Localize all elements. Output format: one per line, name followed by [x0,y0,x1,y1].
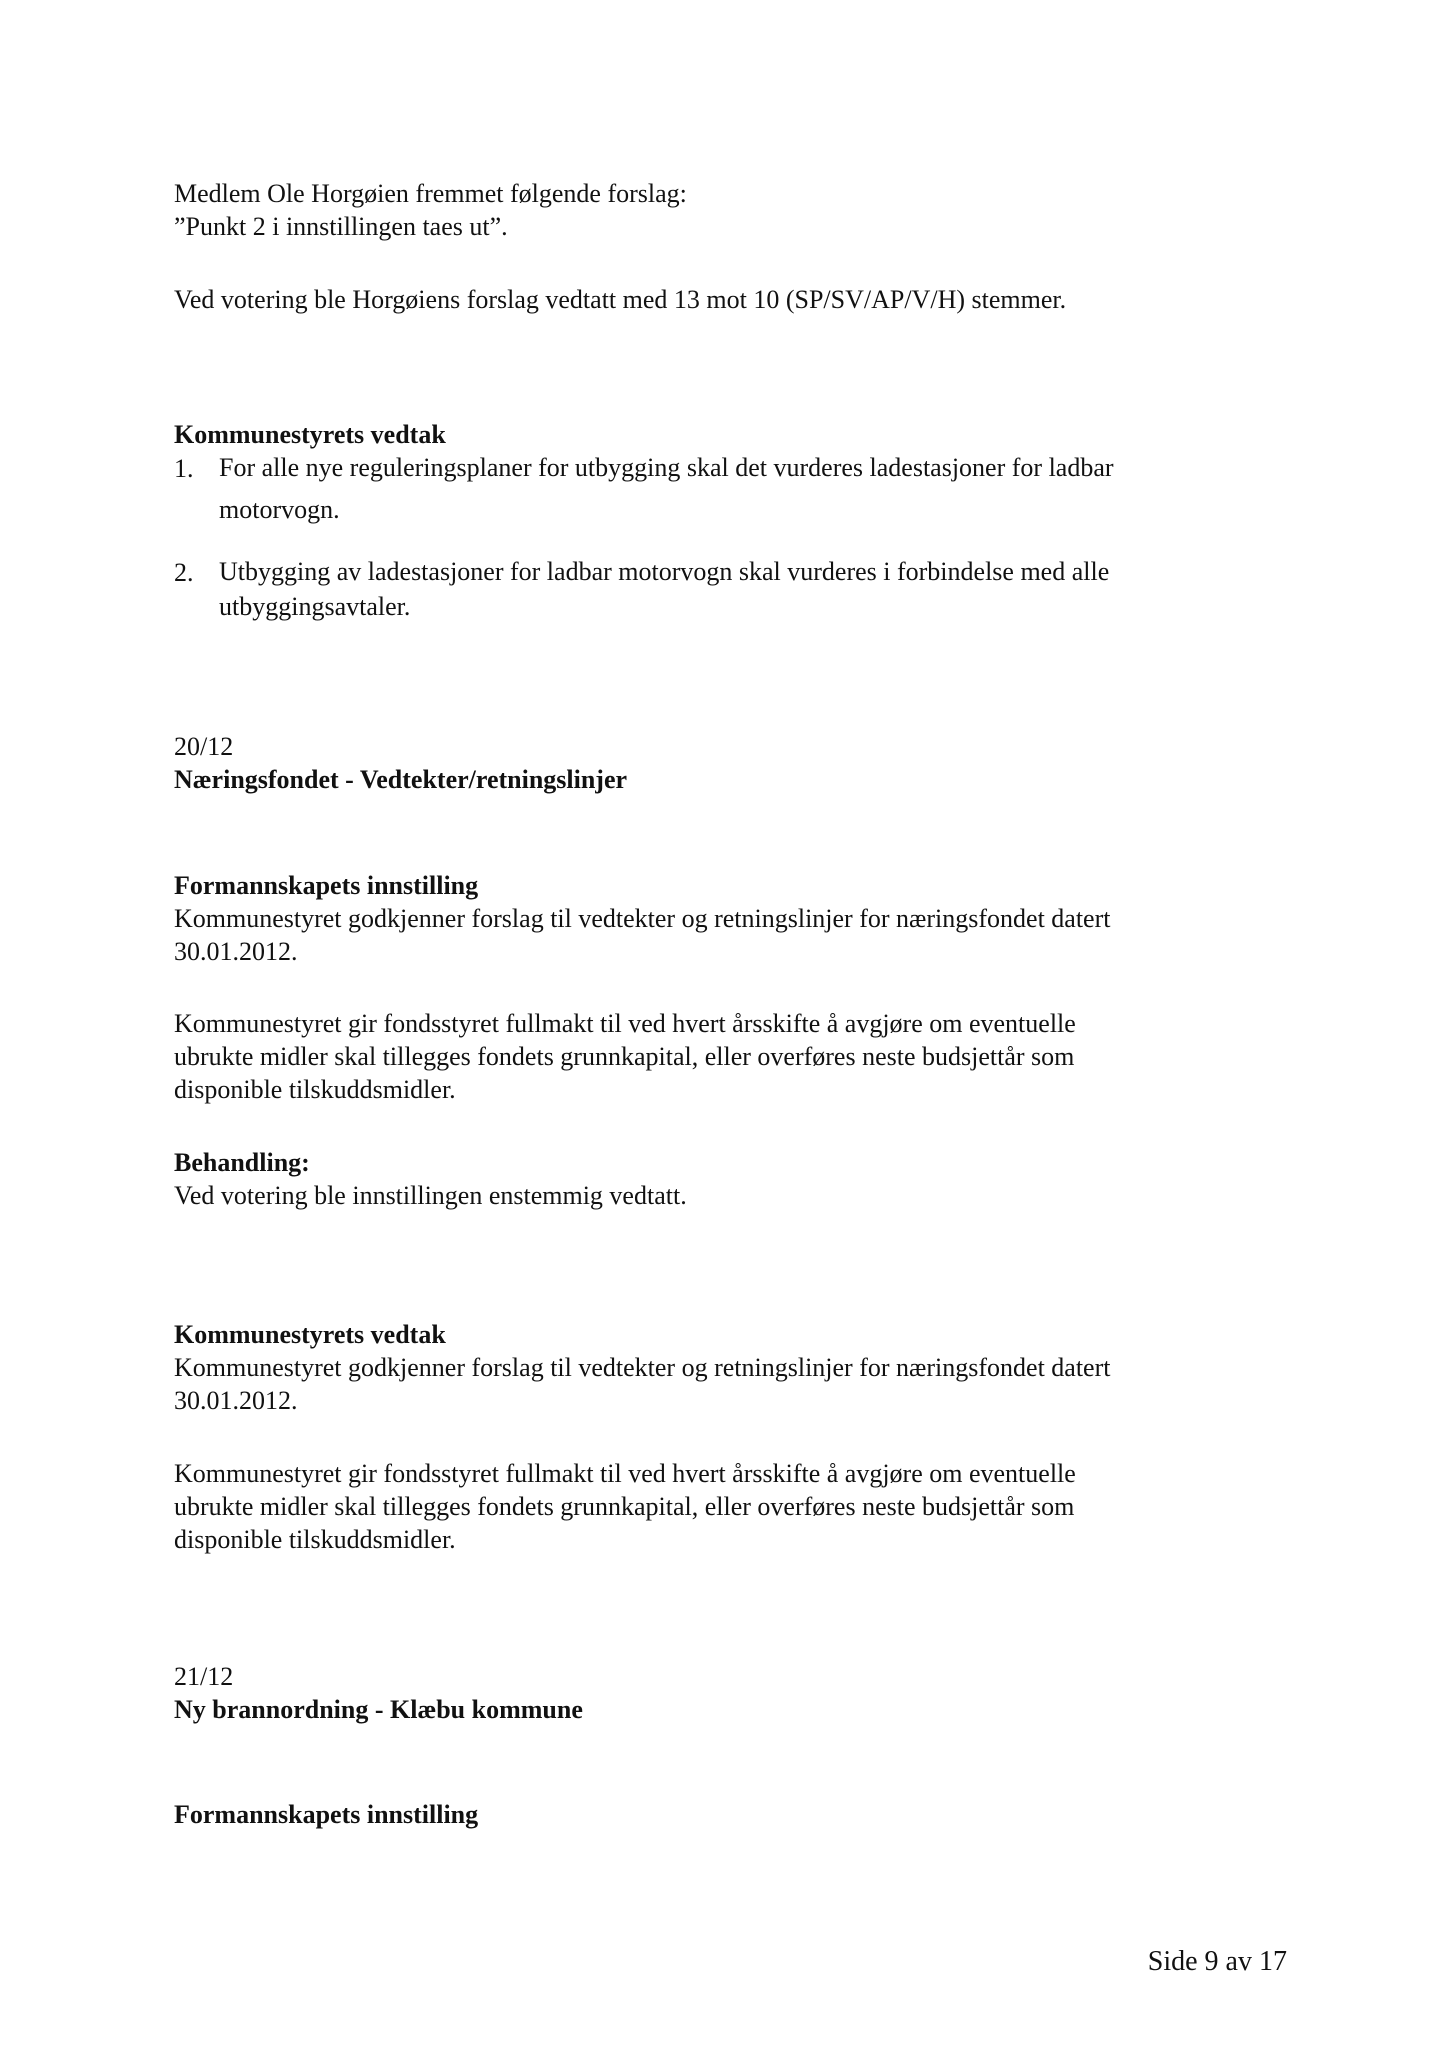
paragraph-line: ubrukte midler skal tillegges fondets grunnkapital, eller overføres neste budsjettår som [174,1042,1075,1071]
paragraph-line: Kommunestyret gir fondsstyret fullmakt til ved hvert årsskifte å avgjøre om eventuelle [174,1459,1076,1488]
case-title: Ny brannordning - Klæbu kommune [174,1695,583,1724]
paragraph-line: Kommunestyret godkjenner forslag til vedtekter og retningslinjer for næringsfondet datert [174,1353,1111,1382]
paragraph-line: Kommunestyret godkjenner forslag til vedtekter og retningslinjer for næringsfondet datert [174,904,1111,933]
recommendation-heading: Formannskapets innstilling [174,871,479,900]
list-item-text: Utbygging av ladestasjoner for ladbar motorvogn skal vurderes i forbindelse med alle [219,557,1110,586]
paragraph-line: 30.01.2012. [174,1386,298,1415]
decision-heading: Kommunestyrets vedtak [174,420,446,449]
paragraph-line: ubrukte midler skal tillegges fondets grunnkapital, eller overføres neste budsjettår som [174,1492,1075,1521]
processing-heading: Behandling: [174,1148,310,1177]
paragraph-line: Ved votering ble innstillingen enstemmig vedtatt. [174,1181,687,1210]
recommendation-heading: Formannskapets innstilling [174,1800,479,1829]
list-item-text: For alle nye reguleringsplaner for utbygging skal det vurderes ladestasjoner for ladbar [219,453,1114,482]
case-number: 20/12 [174,732,234,761]
proposal-quote: ”Punkt 2 i innstillingen taes ut”. [174,212,508,241]
paragraph-line: disponible tilskuddsmidler. [174,1075,456,1104]
list-number: 1. [174,454,194,483]
vote-result: Ved votering ble Horgøiens forslag vedtatt med 13 mot 10 (SP/SV/AP/V/H) stemmer. [174,285,1067,314]
list-number: 2. [174,558,194,587]
case-title: Næringsfondet - Vedtekter/retningslinjer [174,765,628,794]
decision-heading: Kommunestyrets vedtak [174,1320,446,1349]
case-number: 21/12 [174,1662,234,1691]
list-item-text: utbyggingsavtaler. [219,592,411,621]
paragraph-line: Kommunestyret gir fondsstyret fullmakt til ved hvert årsskifte å avgjøre om eventuelle [174,1009,1076,1038]
paragraph-line: disponible tilskuddsmidler. [174,1525,456,1554]
list-item-text: motorvogn. [219,495,340,524]
proposal-intro: Medlem Ole Horgøien fremmet følgende forslag: [174,179,687,208]
page-number: Side 9 av 17 [1147,1946,1287,1977]
paragraph-line: 30.01.2012. [174,937,298,966]
